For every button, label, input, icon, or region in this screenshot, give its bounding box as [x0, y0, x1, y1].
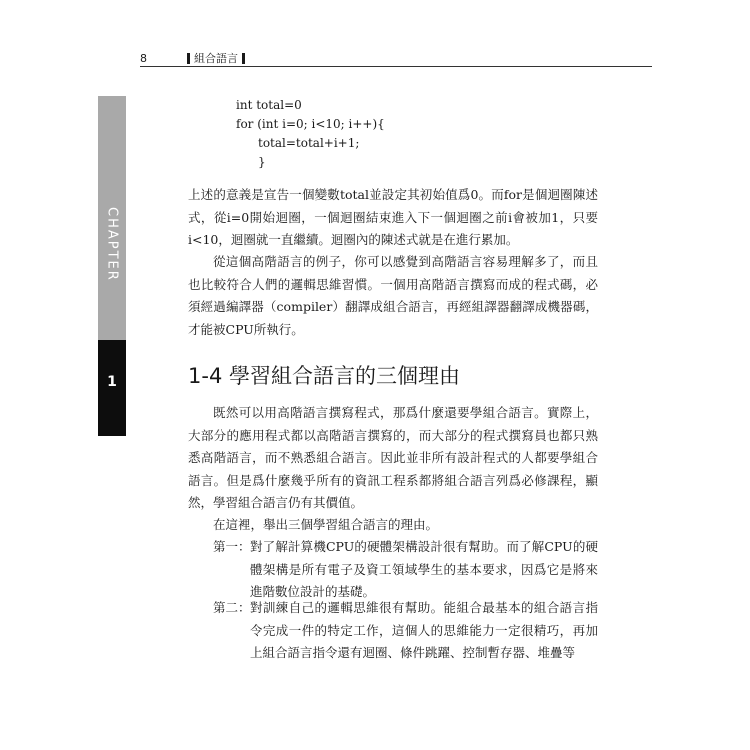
- code-line: }: [258, 155, 266, 169]
- paragraph-high-level-language: 從這個高階語言的例子，你可以感覺到高階語言容易理解多了，而且也比較符合人們的邏輯思維習慣。一個用高階語言撰寫而成的程式碼，必須經過編譯器（compiler）翻譯成組合語言，再經組譯器翻譯成機器碼，才能被CPU所執行。: [188, 254, 598, 337]
- code-line: total=total+i+1;: [258, 136, 360, 150]
- code-line: for (int i=0; i<10; i++){: [236, 117, 385, 131]
- paragraph-why-assembly: 既然可以用高階語言撰寫程式，那爲什麼還要學組合語言。實際上，大部分的應用程式都以高階語言撰寫的，而大部分的程式撰寫員也都只熟悉高階語言，而不熟悉組合語言。因此並非所有設計程式的人都要學組合語言。但是爲什麼幾乎所有的資訊工程系都將組合語言列爲必修課程，顯然，學習組合語言仍有其價值。: [188, 405, 598, 510]
- header-bar-right: [242, 53, 245, 64]
- chapter-tab-label: CHAPTER: [104, 206, 120, 282]
- chapter-number-block: [98, 340, 126, 436]
- header-bar-left: [187, 53, 190, 64]
- book-title: 組合語言: [194, 52, 238, 65]
- code-block: [236, 96, 385, 172]
- running-header: [140, 49, 652, 67]
- paragraph-code-explanation: 上述的意義是宣告一個變數total並設定其初始值爲0。而for是個迴圈陳述式，從i=0開始迴圈，一個迴圈結束進入下一個迴圈之前i會被加1，只要i<10，迴圈就一直繼續。迴圈內的陳述式就是在進行累加。: [188, 187, 598, 247]
- reason-item: [213, 536, 598, 604]
- page-number: 8: [140, 51, 147, 65]
- section-title: 1-4 學習組合語言的三個理由: [188, 364, 460, 388]
- paragraph-three-reasons-intro: 在這裡，舉出三個學習組合語言的理由。: [213, 517, 439, 532]
- chapter-side-tab: [98, 96, 126, 390]
- chapter-number: 1: [107, 374, 117, 390]
- reason-label: 第二：: [213, 600, 251, 615]
- code-line: int total=0: [236, 98, 302, 112]
- reason-item: [213, 597, 598, 665]
- reason-text: 對訓練自己的邏輯思維很有幫助。能組合最基本的組合語言指令完成一件的特定工作，這個人的思維能力一定很精巧，再加上組合語言指令還有迴圈、條件跳躍、控制暫存器、堆疊等: [250, 600, 598, 660]
- header-rule: [140, 66, 652, 67]
- reason-label: 第一：: [213, 539, 251, 554]
- reason-text: 對了解計算機CPU的硬體架構設計很有幫助。而了解CPU的硬體架構是所有電子及資工領域學生的基本要求，因爲它是將來進階數位設計的基礎。: [250, 539, 598, 599]
